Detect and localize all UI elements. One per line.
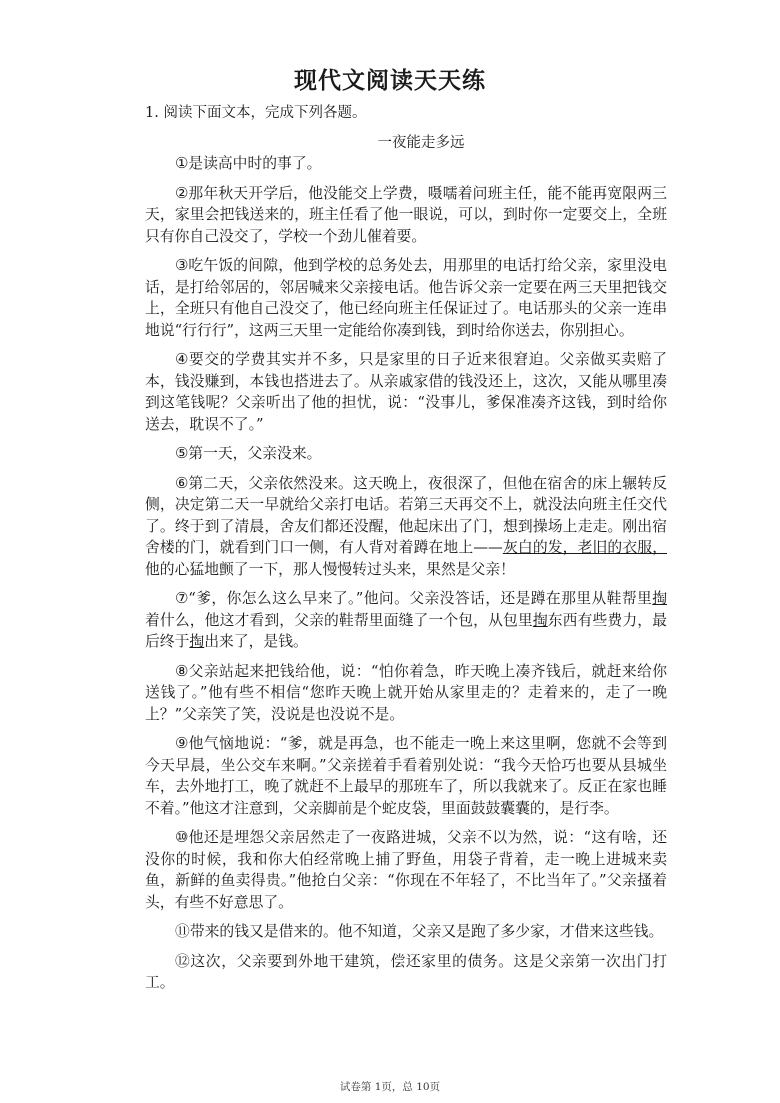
paragraph-text: 要交的学费其实并不多，只是家里的日子近来很窘迫。父亲做买卖赔了本，钱没赚到，本钱也搭进去了。从亲戚家借的钱没还上，这次，又能从哪里凑到这笔钱呢？父亲听出了他的担忧，说：“没事儿，爹保准凑齐这钱，到时给你送去，耽误不了。” bbox=[145, 351, 667, 433]
paragraph-6 bbox=[145, 473, 667, 581]
paragraph-text: 父亲站起来把钱给他，说：“怕你着急，昨天晚上凑齐钱后，就赶来给你送钱了。”他有些不相信“您昨天晚上就开始从家里走的？走着来的，走了一晚上？”父亲笑了笑，没说是也没说不是。 bbox=[145, 662, 667, 723]
underlined-word: 掏 bbox=[189, 633, 205, 650]
paragraph-text: 出来了，是钱。 bbox=[204, 633, 308, 650]
paragraph-number: ④ bbox=[175, 351, 189, 368]
paragraph-1 bbox=[145, 153, 667, 175]
underlined-word: 掏 bbox=[532, 611, 548, 629]
paragraph-text: 东西有些费力，最后终于 bbox=[145, 611, 667, 650]
paragraph-number: ⑩ bbox=[175, 829, 189, 846]
paragraph-number: ② bbox=[175, 184, 189, 202]
paragraph-3 bbox=[145, 255, 667, 341]
underlined-word: 掏 bbox=[652, 590, 667, 607]
paragraph-number: ⑪ bbox=[175, 923, 190, 940]
paragraph-10 bbox=[145, 827, 667, 913]
paragraph-text: 这次，父亲要到外地干建筑，偿还家里的债务。这是父亲第一次出门打工。 bbox=[145, 952, 667, 991]
paragraph-8 bbox=[145, 661, 667, 726]
article-body bbox=[145, 153, 667, 1002]
paragraph-text: 第二天，父亲依然没来。这天晚上，夜很深了，但他在宿舍的床上辗转反侧，决定第二天一早就给父亲打电话。若第三天再交不上，就没法向班主任交代了。终于到了清晨，舍友们都还没醒，他起床出了门，想到操场上走走。刚出宿舍楼的门，就看到门口一侧，有人背对着蹲在地上—— bbox=[145, 474, 667, 556]
paragraph-number: ⑤ bbox=[175, 445, 189, 462]
paragraph-5 bbox=[145, 443, 667, 465]
paragraph-text: 他气恼地说：“爹，就是再急，也不能走一晚上来这里啊，您就不会等到今天早晨，坐公交车来啊。”父亲搓着手看着别处说：“我今天恰巧也要从县城坐车，去外地打工，晚了就赶不上最早的那班车了，所以我就来了。反正在家也睡不着。”他这才注意到，父亲脚前是个蛇皮袋，里面鼓鼓囊囊的，是行李。 bbox=[145, 735, 667, 817]
page-footer: 试卷第 1页，总 10页 bbox=[339, 1081, 441, 1093]
underlined-phrase: 灰白的发，老旧的衣服， bbox=[502, 539, 667, 556]
paragraph-number: ③ bbox=[175, 257, 189, 274]
paragraph-number: ⑫ bbox=[175, 952, 190, 970]
paragraph-text: 他还是埋怨父亲居然走了一夜路进城，父亲不以为然，说：“这有啥，还没你的时候，我和你大伯经常晚上捕了野鱼，用袋子背着，走一晚上进城来卖鱼，新鲜的鱼卖得贵。”他抢白父亲：“你现在不年轻了，不比当年了。”父亲搔着头，有些不好意思了。 bbox=[145, 829, 667, 911]
paragraph-text: 吃午饭的间隙，他到学校的总务处去，用那里的电话打给父亲，家里没电话，是打给邻居的，邻居喊来父亲接电话。他告诉父亲一定要在两三天里把钱交上，全班只有他自己没交了，他已经向班主任保证过了。电话那头的父亲一连串地说“行行行”，这两三天里一定能给你凑到钱，到时给你送去，你别担心。 bbox=[145, 257, 667, 339]
paragraph-number: ⑥ bbox=[175, 474, 189, 492]
paragraph-number: ⑧ bbox=[175, 662, 189, 680]
article-title: 一夜能走多远 bbox=[377, 135, 465, 151]
paragraph-text: 第一天，父亲没来。 bbox=[188, 445, 322, 462]
paragraph-text: 着什么，他这才看到，父亲的鞋帮里面缝了一个包，从包里 bbox=[145, 611, 533, 629]
paragraph-text: 那年秋天开学后，他没能交上学费，嗫嚅着问班主任，能不能再宽限两三天，家里会把钱送来的，班主任看了他一眼说，可以，到时你一定要交上，全班只有你自己没交了，学校一个劲儿催着要。 bbox=[145, 184, 667, 245]
paragraph-9 bbox=[145, 733, 667, 819]
paragraph-4 bbox=[145, 349, 667, 435]
paragraph-11 bbox=[145, 921, 667, 943]
paragraph-12 bbox=[145, 951, 667, 994]
paragraph-text: 是读高中时的事了。 bbox=[188, 155, 322, 172]
paragraph-7 bbox=[145, 588, 667, 653]
paragraph-2 bbox=[145, 183, 667, 248]
page-title: 现代文阅读天天练 bbox=[294, 68, 486, 94]
question-intro: 1. 阅读下面文本，完成下列各题。 bbox=[145, 105, 367, 121]
paragraph-number: ⑦ bbox=[175, 590, 189, 607]
paragraph-text: “爹，你怎么这么早来了。”他问。父亲没答话，还是蹲在那里从鞋帮里 bbox=[188, 590, 653, 607]
paragraph-text: 他的心猛地颤了一下，那人慢慢转过头来，果然是父亲！ bbox=[145, 560, 515, 578]
paragraph-number: ① bbox=[175, 155, 189, 172]
paragraph-number: ⑨ bbox=[175, 735, 189, 752]
paragraph-text: 带来的钱又是借来的。他不知道，父亲又是跑了多少家，才借来这些钱。 bbox=[189, 923, 664, 940]
